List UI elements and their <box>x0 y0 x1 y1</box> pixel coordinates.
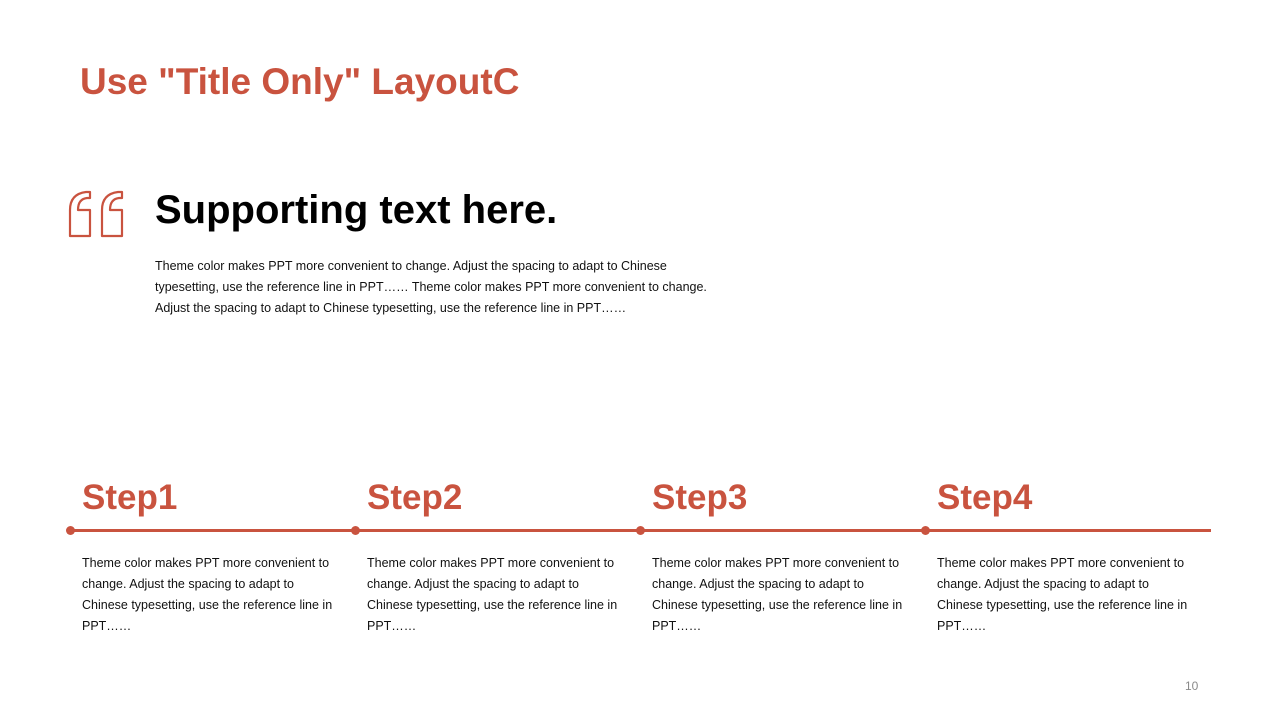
quote-mark-icon <box>68 190 126 238</box>
quote-body: Theme color makes PPT more convenient to change. Adjust the spacing to adapt to Chinese typesetting, use the reference line in PPT…… Theme color makes PPT more convenient to change. Adjust the spacing to adapt to Chinese typesetting, use the reference line in PPT…… <box>155 259 707 315</box>
step-title-2: Step2 <box>367 478 463 517</box>
timeline-dot-2 <box>351 526 360 535</box>
timeline-dot-3 <box>636 526 645 535</box>
timeline-dot-1 <box>66 526 75 535</box>
page-number: 10 <box>1185 679 1199 693</box>
step-body-1: Theme color makes PPT more convenient to change. Adjust the spacing to adapt to Chinese typesetting, use the reference line in PPT…… <box>82 556 333 633</box>
step-title-4: Step4 <box>937 478 1033 517</box>
step-title-1: Step1 <box>82 478 178 517</box>
step-body-4: Theme color makes PPT more convenient to change. Adjust the spacing to adapt to Chinese typesetting, use the reference line in PPT…… <box>937 556 1188 633</box>
timeline-dot-4 <box>921 526 930 535</box>
slide-title: Use "Title Only" LayoutC <box>80 61 520 102</box>
step-title-3: Step3 <box>652 478 748 517</box>
step-body-2: Theme color makes PPT more convenient to change. Adjust the spacing to adapt to Chinese typesetting, use the reference line in PPT…… <box>367 556 618 633</box>
quote-heading: Supporting text here. <box>155 188 558 232</box>
step-body-3: Theme color makes PPT more convenient to change. Adjust the spacing to adapt to Chinese typesetting, use the reference line in PPT…… <box>652 556 903 633</box>
